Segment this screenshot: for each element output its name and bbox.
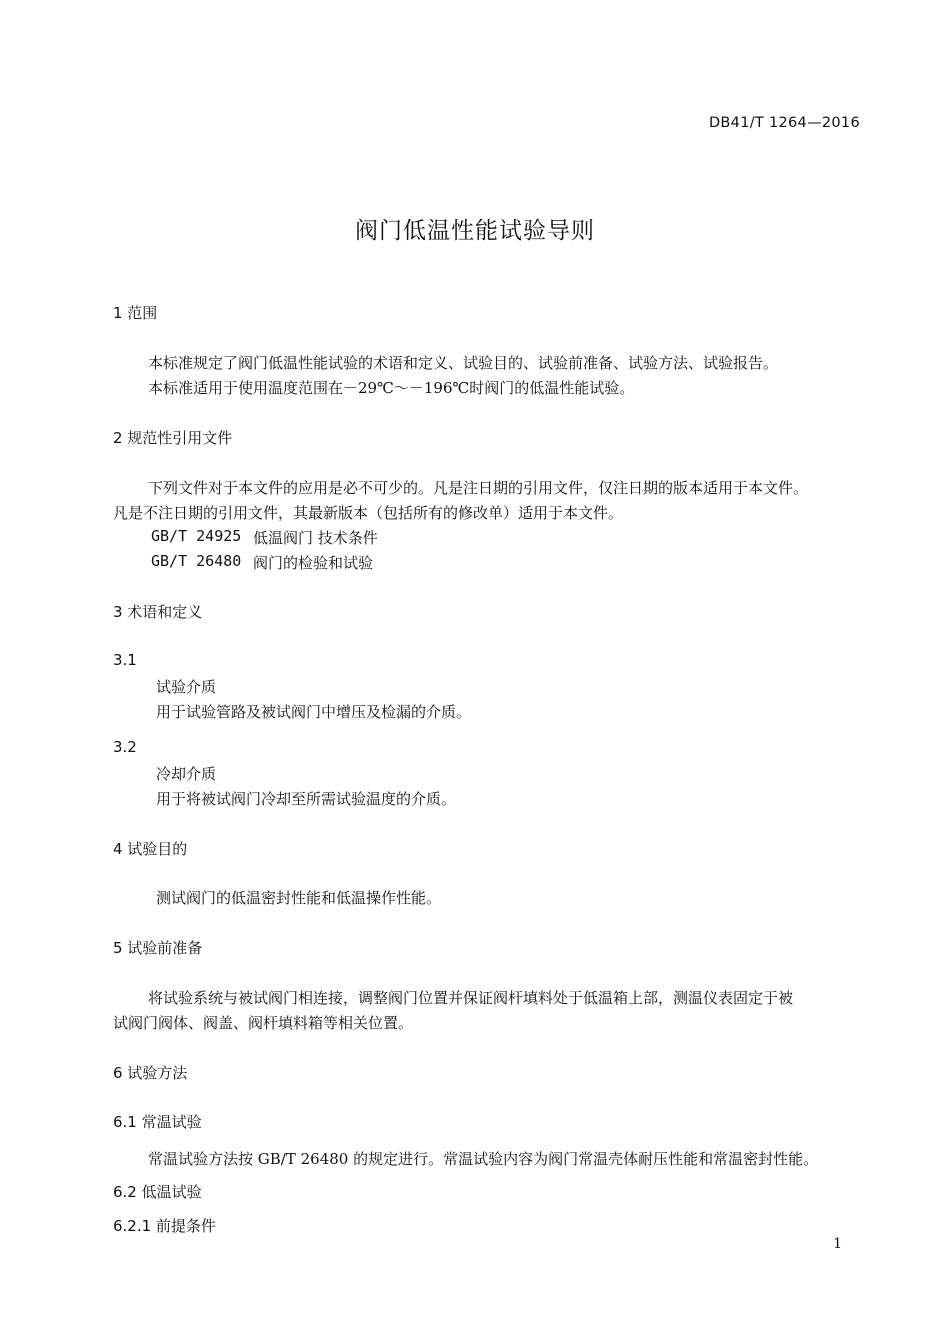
term-2-definition: 用于将被试阀门冷却至所需试验温度的介质。 (156, 790, 457, 808)
reference-1-title: 低温阀门 技术条件 (253, 529, 378, 547)
section-1-paragraph-2: 本标准适用于使用温度范围在－29℃～－196℃时阀门的低温性能试验。 (148, 379, 635, 397)
section-4-heading: 4 试验目的 (113, 840, 188, 858)
term-1-name: 试验介质 (156, 678, 217, 696)
term-1-definition: 用于试验管路及被试阀门中增压及检漏的介质。 (156, 703, 472, 721)
section-1-paragraph-1: 本标准规定了阀门低温性能试验的术语和定义、试验目的、试验前准备、试验方法、试验报告。 (148, 354, 779, 372)
section-2-paragraph-line-1: 下列文件对于本文件的应用是必不可少的。凡是注日期的引用文件，仅注日期的版本适用于本文件。 (148, 479, 809, 497)
section-6-1-heading: 6.1 常温试验 (113, 1113, 202, 1131)
section-6-heading: 6 试验方法 (113, 1064, 188, 1082)
document-code: DB41/T 1264—2016 (708, 115, 860, 131)
term-1-number: 3.1 (113, 651, 137, 669)
term-2-number: 3.2 (113, 738, 137, 756)
section-5-paragraph-line-1: 将试验系统与被试阀门相连接，调整阀门位置并保证阀杆填料处于低温箱上部，测温仪表固定于被 (148, 989, 794, 1007)
reference-2-title: 阀门的检验和试验 (253, 554, 374, 572)
page-number: 1 (833, 1236, 842, 1252)
reference-1-code: GB/T 24925 (151, 527, 242, 545)
section-2-heading: 2 规范性引用文件 (113, 429, 233, 447)
section-5-heading: 5 试验前准备 (113, 939, 203, 957)
section-6-2-heading: 6.2 低温试验 (113, 1183, 202, 1201)
reference-2-code: GB/T 26480 (151, 552, 242, 570)
page-title: 阀门低温性能试验导则 (355, 218, 595, 244)
term-2-name: 冷却介质 (156, 765, 217, 783)
section-2-paragraph-line-2: 凡是不注日期的引用文件，其最新版本（包括所有的修改单）适用于本文件。 (113, 504, 624, 522)
section-5-paragraph-line-2: 试阀门阀体、阀盖、阀杆填料箱等相关位置。 (113, 1014, 414, 1032)
section-4-paragraph: 测试阀门的低温密封性能和低温操作性能。 (156, 889, 442, 907)
section-6-2-1-heading: 6.2.1 前提条件 (113, 1217, 216, 1235)
section-6-1-paragraph: 常温试验方法按 GB/T 26480 的规定进行。常温试验内容为阀门常温壳体耐压性能和常温密封性能。 (148, 1150, 819, 1168)
section-3-heading: 3 术语和定义 (113, 603, 203, 621)
section-1-heading: 1 范围 (113, 304, 158, 322)
